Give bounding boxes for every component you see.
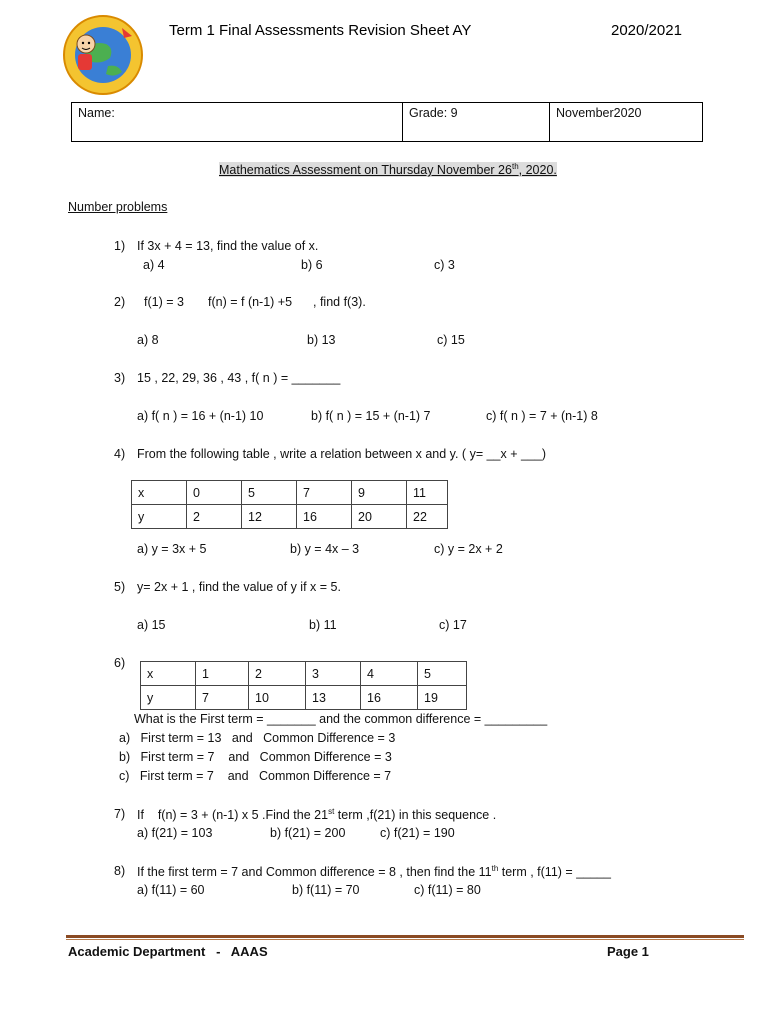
table-cell: 0	[187, 481, 242, 505]
q7-option-c: c) f(21) = 190	[380, 826, 455, 840]
student-info-table	[71, 102, 703, 142]
q1-option-b: b) 6	[301, 258, 323, 272]
q3-text: 15 , 22, 29, 36 , 43 , f( n ) = _______	[137, 371, 341, 385]
q4-text: From the following table , write a relation between x and y. ( y= __x + ___)	[137, 447, 547, 461]
q8-option-b: b) f(11) = 70	[292, 883, 360, 897]
q5-option-a: a) 15	[137, 618, 166, 632]
q3-option-a: a) f( n ) = 16 + (n-1) 10	[137, 409, 264, 423]
q1-option-c: c) 3	[434, 258, 455, 272]
table-cell: 19	[418, 686, 467, 710]
q4-option-b: b) y = 4x – 3	[290, 542, 360, 556]
table-cell: 5	[418, 662, 467, 686]
q8-text: If the first term = 7 and Common difference = 8 , then find the 11th term , f(11) = _____	[137, 864, 611, 880]
q6-option-a: a) First term = 13 and Common Difference = 3	[119, 731, 396, 745]
q2-option-a: a) 8	[137, 333, 159, 347]
table-cell: 16	[297, 505, 352, 529]
table-cell: 10	[249, 686, 306, 710]
name-field[interactable]: Name:	[72, 103, 403, 142]
table-cell: 7	[196, 686, 249, 710]
table-cell: x	[141, 662, 196, 686]
q2-option-b: b) 13	[307, 333, 336, 347]
table-cell: x	[132, 481, 187, 505]
table-cell: 1	[196, 662, 249, 686]
q5-option-c: c) 17	[439, 618, 467, 632]
table-cell: 9	[352, 481, 407, 505]
sheet-title: Term 1 Final Assessments Revision Sheet AY	[169, 22, 472, 39]
table-cell: 22	[407, 505, 448, 529]
q2-instruction: , find f(3).	[313, 295, 366, 309]
q1-text: If 3x + 4 = 13, find the value of x.	[137, 239, 319, 253]
table-row	[141, 662, 467, 686]
q8-option-c: c) f(11) = 80	[414, 883, 481, 897]
footer-page-number: Page 1	[607, 944, 649, 959]
grade-field: Grade: 9	[403, 103, 550, 142]
q2-initial: f(1) = 3	[144, 295, 184, 309]
q7-option-b: b) f(21) = 200	[270, 826, 346, 840]
q6-table	[140, 661, 467, 710]
q1-option-a: a) 4	[143, 258, 165, 272]
q6-option-b: b) First term = 7 and Common Difference = 3	[119, 750, 392, 764]
table-row	[132, 481, 448, 505]
q1-number: 1)	[114, 239, 126, 253]
table-cell: 2	[249, 662, 306, 686]
q6-text: What is the First term = _______ and the common difference = _________	[134, 712, 548, 726]
q3-option-b: b) f( n ) = 15 + (n-1) 7	[311, 409, 431, 423]
q7-text: If f(n) = 3 + (n-1) x 5 .Find the 21st term ,f(21) in this sequence .	[137, 807, 497, 823]
school-logo	[62, 14, 144, 96]
footer-department: Academic Department - AAAS	[68, 944, 268, 959]
q8-option-a: a) f(11) = 60	[137, 883, 205, 897]
table-cell: 12	[242, 505, 297, 529]
q2-option-c: c) 15	[437, 333, 465, 347]
q5-number: 5)	[114, 580, 126, 594]
table-cell: 2	[187, 505, 242, 529]
q5-option-b: b) 11	[309, 618, 337, 632]
q8-number: 8)	[114, 864, 126, 878]
table-cell: 13	[306, 686, 361, 710]
date-field: November2020	[550, 103, 703, 142]
table-cell: 20	[352, 505, 407, 529]
q5-text: y= 2x + 1 , find the value of y if x = 5.	[137, 580, 341, 594]
table-cell: 3	[306, 662, 361, 686]
q4-number: 4)	[114, 447, 126, 461]
table-cell: 16	[361, 686, 418, 710]
q2-number: 2)	[114, 295, 126, 309]
q3-option-c: c) f( n ) = 7 + (n-1) 8	[486, 409, 598, 423]
table-cell: y	[132, 505, 187, 529]
section-heading: Number problems	[68, 200, 168, 214]
table-cell: 4	[361, 662, 418, 686]
footer-rule	[66, 935, 744, 938]
assessment-title: Mathematics Assessment on Thursday November 26th, 2020.	[219, 162, 557, 178]
q4-option-c: c) y = 2x + 2	[434, 542, 503, 556]
table-row	[141, 686, 467, 710]
q6-number: 6)	[114, 656, 126, 670]
q7-number: 7)	[114, 807, 126, 821]
table-cell: y	[141, 686, 196, 710]
table-cell: 7	[297, 481, 352, 505]
q3-number: 3)	[114, 371, 126, 385]
q4-table	[131, 480, 448, 529]
table-cell: 5	[242, 481, 297, 505]
table-row	[132, 505, 448, 529]
q6-option-c: c) First term = 7 and Common Difference = 7	[119, 769, 392, 783]
table-cell: 11	[407, 481, 448, 505]
q7-option-a: a) f(21) = 103	[137, 826, 213, 840]
q2-recursion: f(n) = f (n-1) +5	[208, 295, 293, 309]
footer-rule-thin	[66, 939, 744, 940]
academic-year: 2020/2021	[611, 22, 682, 39]
q4-option-a: a) y = 3x + 5	[137, 542, 207, 556]
